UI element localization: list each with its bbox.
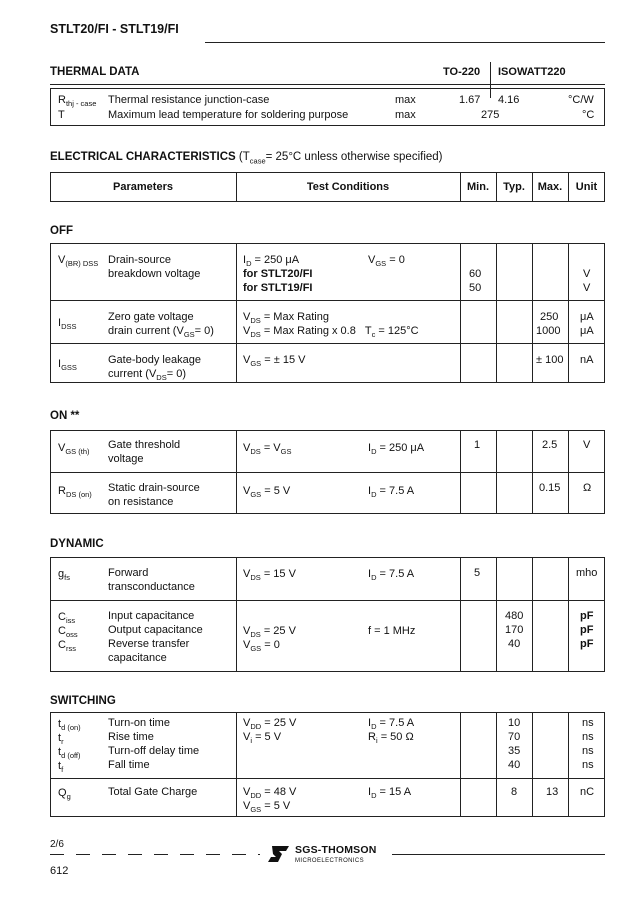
footer-page-indicator: 2/6 (50, 839, 64, 850)
crss-desc-1: Reverse transfer (108, 638, 190, 650)
col-header-test-conditions: Test Conditions (306, 181, 390, 193)
col-divider (496, 557, 497, 672)
vbrdss-cond-id: $I_D = 250$ μA (243, 254, 300, 269)
idss-desc-1: Zero gate voltage (108, 311, 194, 323)
tdon-typ: 10 (508, 717, 521, 729)
footer-brand-name: SGS-THOMSON (295, 844, 377, 856)
ciss-desc: Input capacitance (108, 610, 195, 622)
col-divider (496, 712, 497, 817)
thermal-row2-symbol: T (58, 109, 65, 121)
caps-cond-freq: f = 1 MHz (368, 625, 416, 637)
tr-desc: Rise time (108, 731, 154, 743)
col-divider (532, 430, 533, 514)
qg-unit: nC (580, 786, 595, 798)
page-header-title: STLT20/FI - STLT19/FI (50, 22, 179, 36)
tdoff-symbol: $t_{d (off)}$ (58, 746, 81, 761)
idss-max-1: 250 (540, 311, 559, 323)
header-rule (205, 42, 605, 43)
thermal-row2-unit: °C (582, 109, 595, 121)
vbrdss-min-stlt20: 60 (469, 268, 482, 280)
tf-symbol: $t_f$ (58, 760, 64, 775)
footer-page-number: 612 (50, 865, 69, 877)
vgsth-cond-1: $V_{DS} = V_{GS}$ (243, 442, 292, 457)
igss-max: ± 100 (536, 354, 564, 366)
col-divider (496, 430, 497, 514)
crss-unit: pF (580, 638, 594, 650)
footer-rule-left (50, 854, 260, 855)
st-logo-icon (268, 845, 290, 863)
row-divider (50, 343, 605, 344)
coss-typ: 170 (505, 624, 524, 636)
vgsth-desc-1: Gate threshold (108, 439, 181, 451)
idss-max-2: 1000 (536, 325, 561, 337)
thermal-row1-to220: 1.67 (459, 94, 481, 106)
vgsth-min: 1 (474, 439, 481, 451)
idss-cond-1: $V_{DS}$ = Max Rating (243, 311, 329, 326)
tr-symbol: $t_r$ (58, 732, 64, 747)
idss-desc-2: drain current $(V_{GS}= 0)$ (108, 325, 214, 340)
row-divider (50, 600, 605, 601)
igss-desc-1: Gate-body leakage (108, 354, 201, 366)
caps-cond-vds: $V_{DS} = 25$ V (243, 625, 296, 640)
qg-symbol: $Q_g$ (58, 787, 71, 802)
row-divider (50, 778, 605, 779)
ciss-typ: 480 (505, 610, 524, 622)
crss-desc-2: capacitance (108, 652, 167, 664)
rdson-symbol: $R_{DS (on)}$ (58, 485, 92, 500)
vbrdss-cond-stlt19: for STLT19/FI (243, 282, 313, 294)
vbrdss-unit-2: V (583, 282, 591, 294)
tr-typ: 70 (508, 731, 521, 743)
qg-max: 13 (546, 786, 559, 798)
coss-symbol: $C_{oss}$ (58, 625, 78, 640)
col-divider (496, 243, 497, 383)
thermal-row1-desc: Thermal resistance junction-case (108, 94, 270, 106)
col-divider (460, 430, 461, 514)
thermal-col-isowatt: ISOWATT220 (498, 66, 566, 78)
gfs-cond-2: $I_D = 7.5$ A (368, 568, 415, 583)
col-divider (568, 557, 569, 672)
footer-rule-right (392, 854, 605, 855)
igss-cond: $V_{GS}$ = ± 15 V (243, 354, 306, 369)
qg-cond-vgs: $V_{GS} = 5$ V (243, 800, 291, 815)
tr-unit: ns (582, 731, 594, 743)
vgsth-max: 2.5 (542, 439, 558, 451)
ciss-symbol: $C_{iss}$ (58, 611, 76, 626)
vbrdss-cond-stlt20: for STLT20/FI (243, 268, 313, 280)
tf-unit: ns (582, 759, 594, 771)
section-off-heading: OFF (50, 225, 73, 237)
vbrdss-desc-1: Drain-source (108, 254, 171, 266)
idss-symbol: $I_{DSS}$ (58, 317, 77, 332)
col-divider (568, 430, 569, 514)
footer-brand-subtitle: MICROELECTRONICS (295, 858, 365, 864)
thermal-heading: THERMAL DATA (50, 66, 140, 78)
vbrdss-symbol: $V_{(BR) DSS}$ (58, 254, 99, 269)
col-header-unit: Unit (575, 181, 598, 193)
col-header-max: Max. (537, 181, 563, 193)
tdoff-typ: 35 (508, 745, 521, 757)
switching-cond-id: $I_D = 7.5$ A (368, 717, 415, 732)
sgs-thomson-logo (268, 843, 378, 867)
col-divider (568, 243, 569, 383)
vbrdss-unit-1: V (583, 268, 591, 280)
igss-desc-2: current $(V_{DS}= 0)$ (108, 368, 186, 383)
rdson-desc-2: on resistance (108, 496, 174, 508)
tf-desc: Fall time (108, 759, 150, 771)
col-divider (460, 557, 461, 672)
switching-cond-ri: $R_i = 50$ Ω (368, 731, 414, 746)
idss-cond-2: $V_{DS}$ = Max Rating x 0.8 $T_c = 125^\circ C$ (243, 325, 419, 340)
igss-symbol: $I_{GSS}$ (58, 358, 77, 373)
crss-symbol: $C_{rss}$ (58, 639, 76, 654)
igss-unit: nA (580, 354, 594, 366)
vgsth-desc-2: voltage (108, 453, 144, 465)
section-on-heading: ON ** (50, 410, 80, 422)
col-divider (236, 243, 237, 383)
tdoff-unit: ns (582, 745, 594, 757)
col-divider (532, 557, 533, 672)
rdson-cond-2: $I_D = 7.5$ A (368, 485, 415, 500)
col-divider (532, 243, 533, 383)
tdoff-desc: Turn-off delay time (108, 745, 200, 757)
thermal-row1-unit: °C/W (568, 94, 594, 106)
coss-desc: Output capacitance (108, 624, 203, 636)
col-divider (236, 712, 237, 817)
vgsth-symbol: $V_{GS (th)}$ (58, 442, 90, 457)
vgsth-cond-2: $I_D = 250$ μA (368, 442, 425, 457)
gfs-desc-1: Forward (108, 567, 149, 579)
crss-typ: 40 (508, 638, 521, 650)
gfs-symbol: $g_{fs}$ (58, 568, 70, 583)
tdon-desc: Turn-on time (108, 717, 170, 729)
gfs-cond-1: $V_{DS} = 15$ V (243, 568, 296, 583)
tdon-symbol: $t_{d (on)}$ (58, 718, 81, 733)
col-header-typ: Typ. (503, 181, 525, 193)
qg-cond-id: $I_D = 15$ A (368, 786, 412, 801)
rdson-cond-1: $V_{GS} = 5$ V (243, 485, 291, 500)
gfs-unit: mho (576, 567, 598, 579)
rdson-max: 0.15 (539, 482, 561, 494)
row-divider (50, 472, 605, 473)
col-divider (532, 712, 533, 817)
rdson-desc-1: Static drain-source (108, 482, 200, 494)
caps-cond-vgs: $V_{GS} = 0$ (243, 639, 280, 654)
idss-unit-1: μA (580, 311, 594, 323)
qg-desc: Total Gate Charge (108, 786, 198, 798)
coss-unit: pF (580, 624, 594, 636)
section-switching-heading: SWITCHING (50, 695, 116, 707)
elec-heading: ELECTRICAL CHARACTERISTICS ($T_{case}= 25^\circ C$ unless otherwise specified) (50, 151, 443, 166)
tf-typ: 40 (508, 759, 521, 771)
col-divider (236, 557, 237, 672)
vbrdss-desc-2: breakdown voltage (108, 268, 201, 280)
ciss-unit: pF (580, 610, 594, 622)
section-dynamic-heading: DYNAMIC (50, 538, 104, 550)
thermal-top-rule (50, 84, 605, 85)
thermal-row1-limit: max (395, 94, 416, 106)
thermal-row2-value: 275 (481, 109, 500, 121)
switching-cond-vi: $V_i = 5$ V (243, 731, 282, 746)
col-divider (236, 430, 237, 514)
vbrdss-min-stlt19: 50 (469, 282, 482, 294)
gfs-min: 5 (474, 567, 481, 579)
thermal-row1-symbol: $R_{thj - case}$ (58, 94, 97, 109)
tdon-unit: ns (582, 717, 594, 729)
col-divider (460, 243, 461, 383)
qg-typ: 8 (511, 786, 518, 798)
col-header-min: Min. (467, 181, 489, 193)
col-divider (568, 712, 569, 817)
thermal-row2-limit: max (395, 109, 416, 121)
col-divider (460, 712, 461, 817)
thermal-row2-desc: Maximum lead temperature for soldering purpose (108, 109, 349, 121)
gfs-desc-2: transconductance (108, 581, 195, 593)
col-header-parameters: Parameters (113, 181, 173, 193)
thermal-col-to220: TO-220 (443, 66, 481, 78)
vbrdss-cond-vgs: $V_{GS} = 0$ (368, 254, 405, 269)
switching-cond-vdd: $V_{DD} = 25$ V (243, 717, 297, 732)
vgsth-unit: V (583, 439, 591, 451)
qg-cond-vdd: $V_{DD} = 48$ V (243, 786, 297, 801)
idss-unit-2: μA (580, 325, 594, 337)
row-divider (50, 300, 605, 301)
rdson-unit: Ω (583, 482, 592, 494)
thermal-row1-isowatt: 4.16 (498, 94, 520, 106)
